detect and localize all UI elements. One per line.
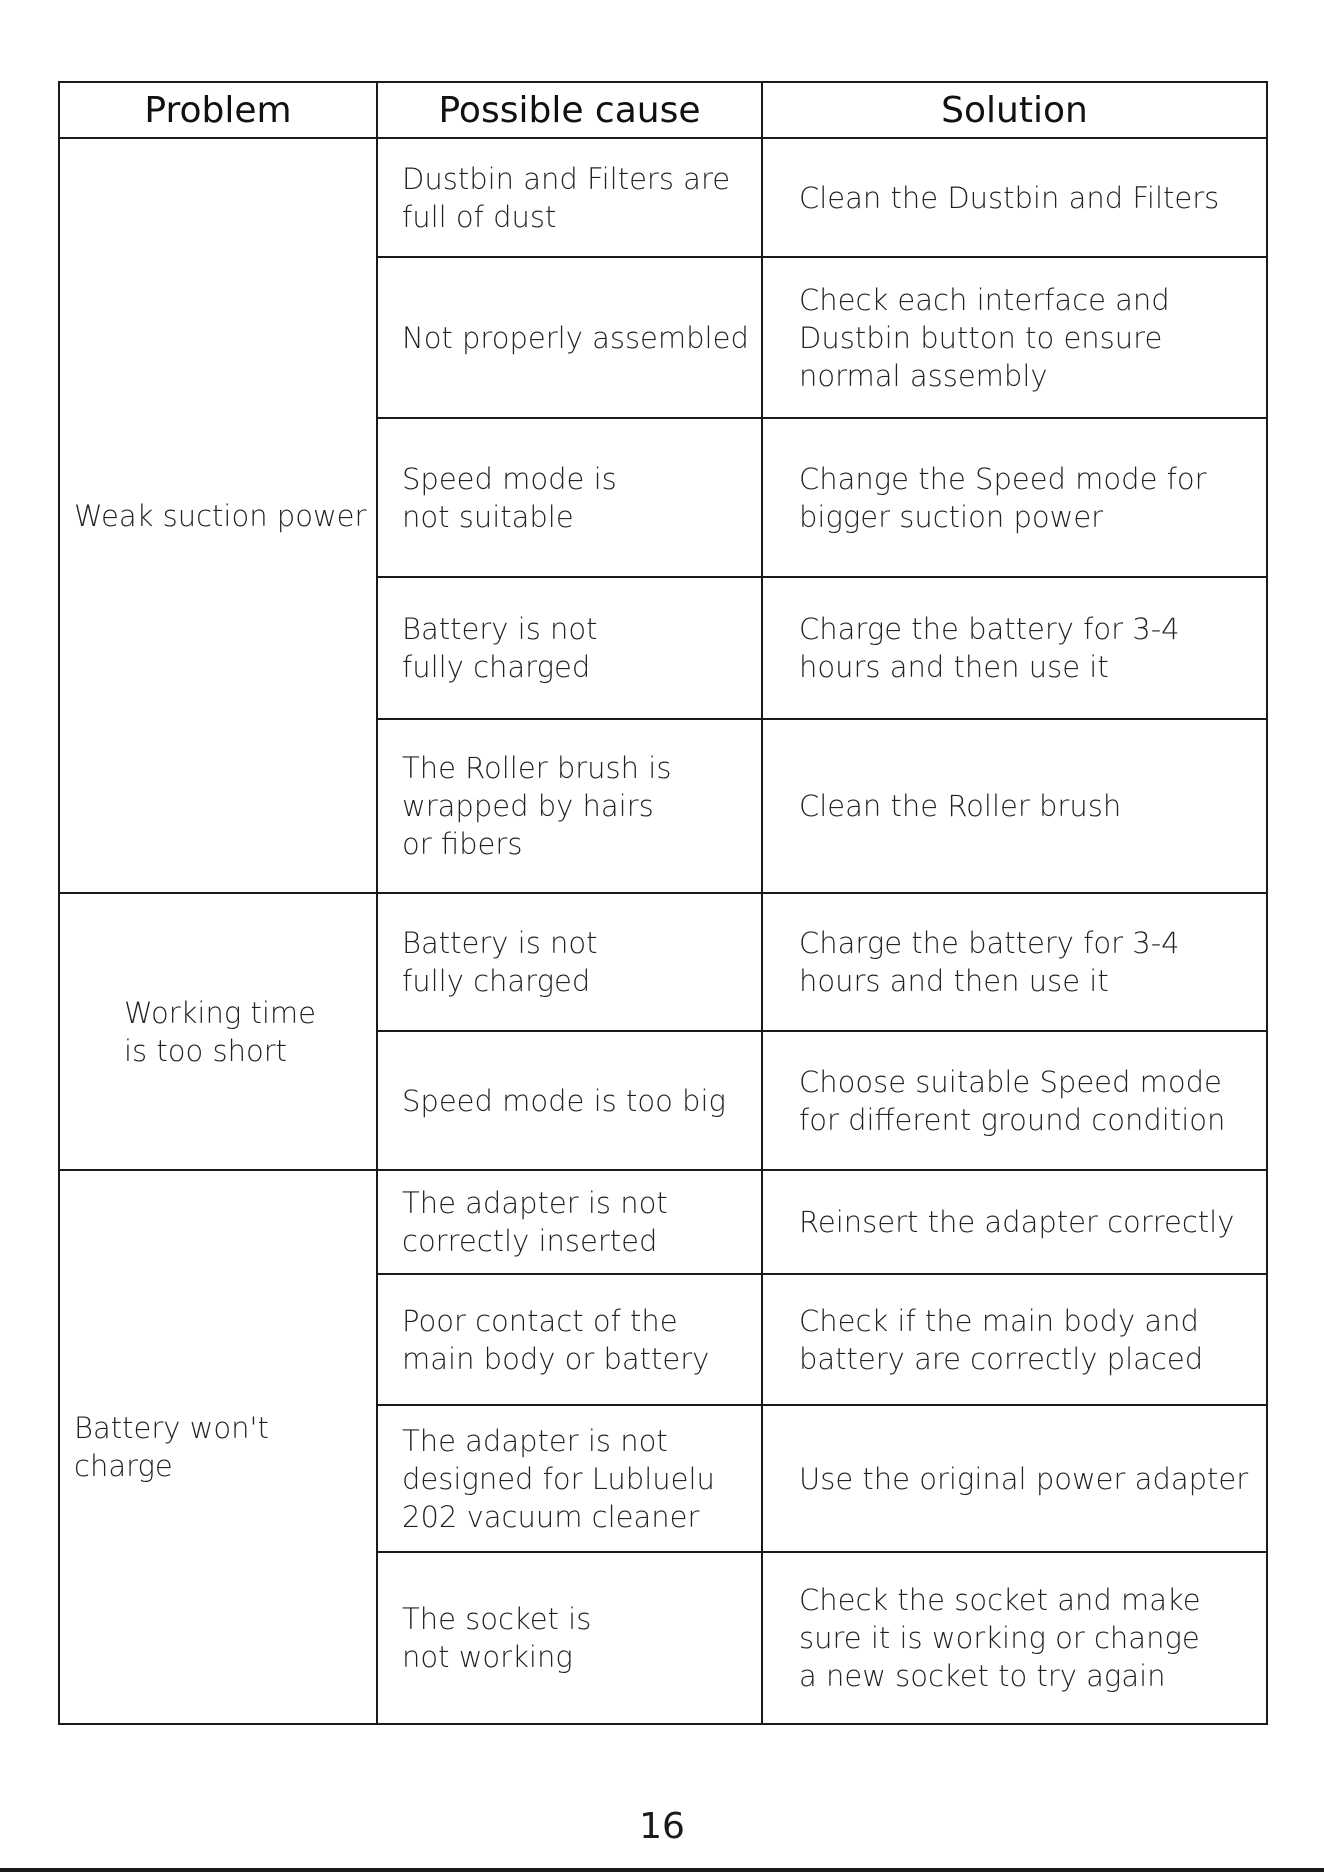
cause-cell: The Roller brush is wrapped by hairs or fibers — [377, 719, 762, 893]
cause-cell: Poor contact of the main body or battery — [377, 1274, 762, 1405]
problem-working-time: Working time is too short — [59, 893, 377, 1170]
bottom-edge-rule — [0, 1868, 1324, 1872]
header-possible-cause: Possible cause — [377, 82, 762, 138]
cause-cell: Battery is not fully charged — [377, 577, 762, 719]
cause-cell: Dustbin and Filters are full of dust — [377, 138, 762, 257]
solution-cell: Change the Speed mode for bigger suction power — [762, 418, 1267, 577]
problem-weak-suction: Weak suction power — [59, 138, 377, 893]
table-row — [59, 893, 1267, 1031]
problem-battery-wont-charge: Battery won't charge — [59, 1170, 377, 1724]
solution-cell: Reinsert the adapter correctly — [762, 1170, 1267, 1274]
solution-cell: Charge the battery for 3-4 hours and then use it — [762, 893, 1267, 1031]
cause-cell: The adapter is not designed for Lubluelu 202 vacuum cleaner — [377, 1405, 762, 1552]
solution-cell: Check if the main body and battery are correctly placed — [762, 1274, 1267, 1405]
solution-cell: Use the original power adapter — [762, 1405, 1267, 1552]
solution-cell: Check the socket and make sure it is working or change a new socket to try again — [762, 1552, 1267, 1724]
cause-cell: The adapter is not correctly inserted — [377, 1170, 762, 1274]
table-row — [59, 138, 1267, 257]
troubleshooting-table — [58, 81, 1268, 1725]
solution-cell: Choose suitable Speed mode for different ground condition — [762, 1031, 1267, 1170]
cause-cell: Speed mode is not suitable — [377, 418, 762, 577]
solution-cell: Charge the battery for 3-4 hours and then use it — [762, 577, 1267, 719]
table-row — [59, 1170, 1267, 1274]
cause-cell: Not properly assembled — [377, 257, 762, 418]
header-problem: Problem — [59, 82, 377, 138]
solution-cell: Clean the Roller brush — [762, 719, 1267, 893]
solution-cell: Clean the Dustbin and Filters — [762, 138, 1267, 257]
cause-cell: Battery is not fully charged — [377, 893, 762, 1031]
header-solution: Solution — [762, 82, 1267, 138]
solution-cell: Check each interface and Dustbin button to ensure normal assembly — [762, 257, 1267, 418]
header-row — [59, 82, 1267, 138]
cause-cell: Speed mode is too big — [377, 1031, 762, 1170]
page-number: 16 — [639, 1806, 685, 1847]
cause-cell: The socket is not working — [377, 1552, 762, 1724]
